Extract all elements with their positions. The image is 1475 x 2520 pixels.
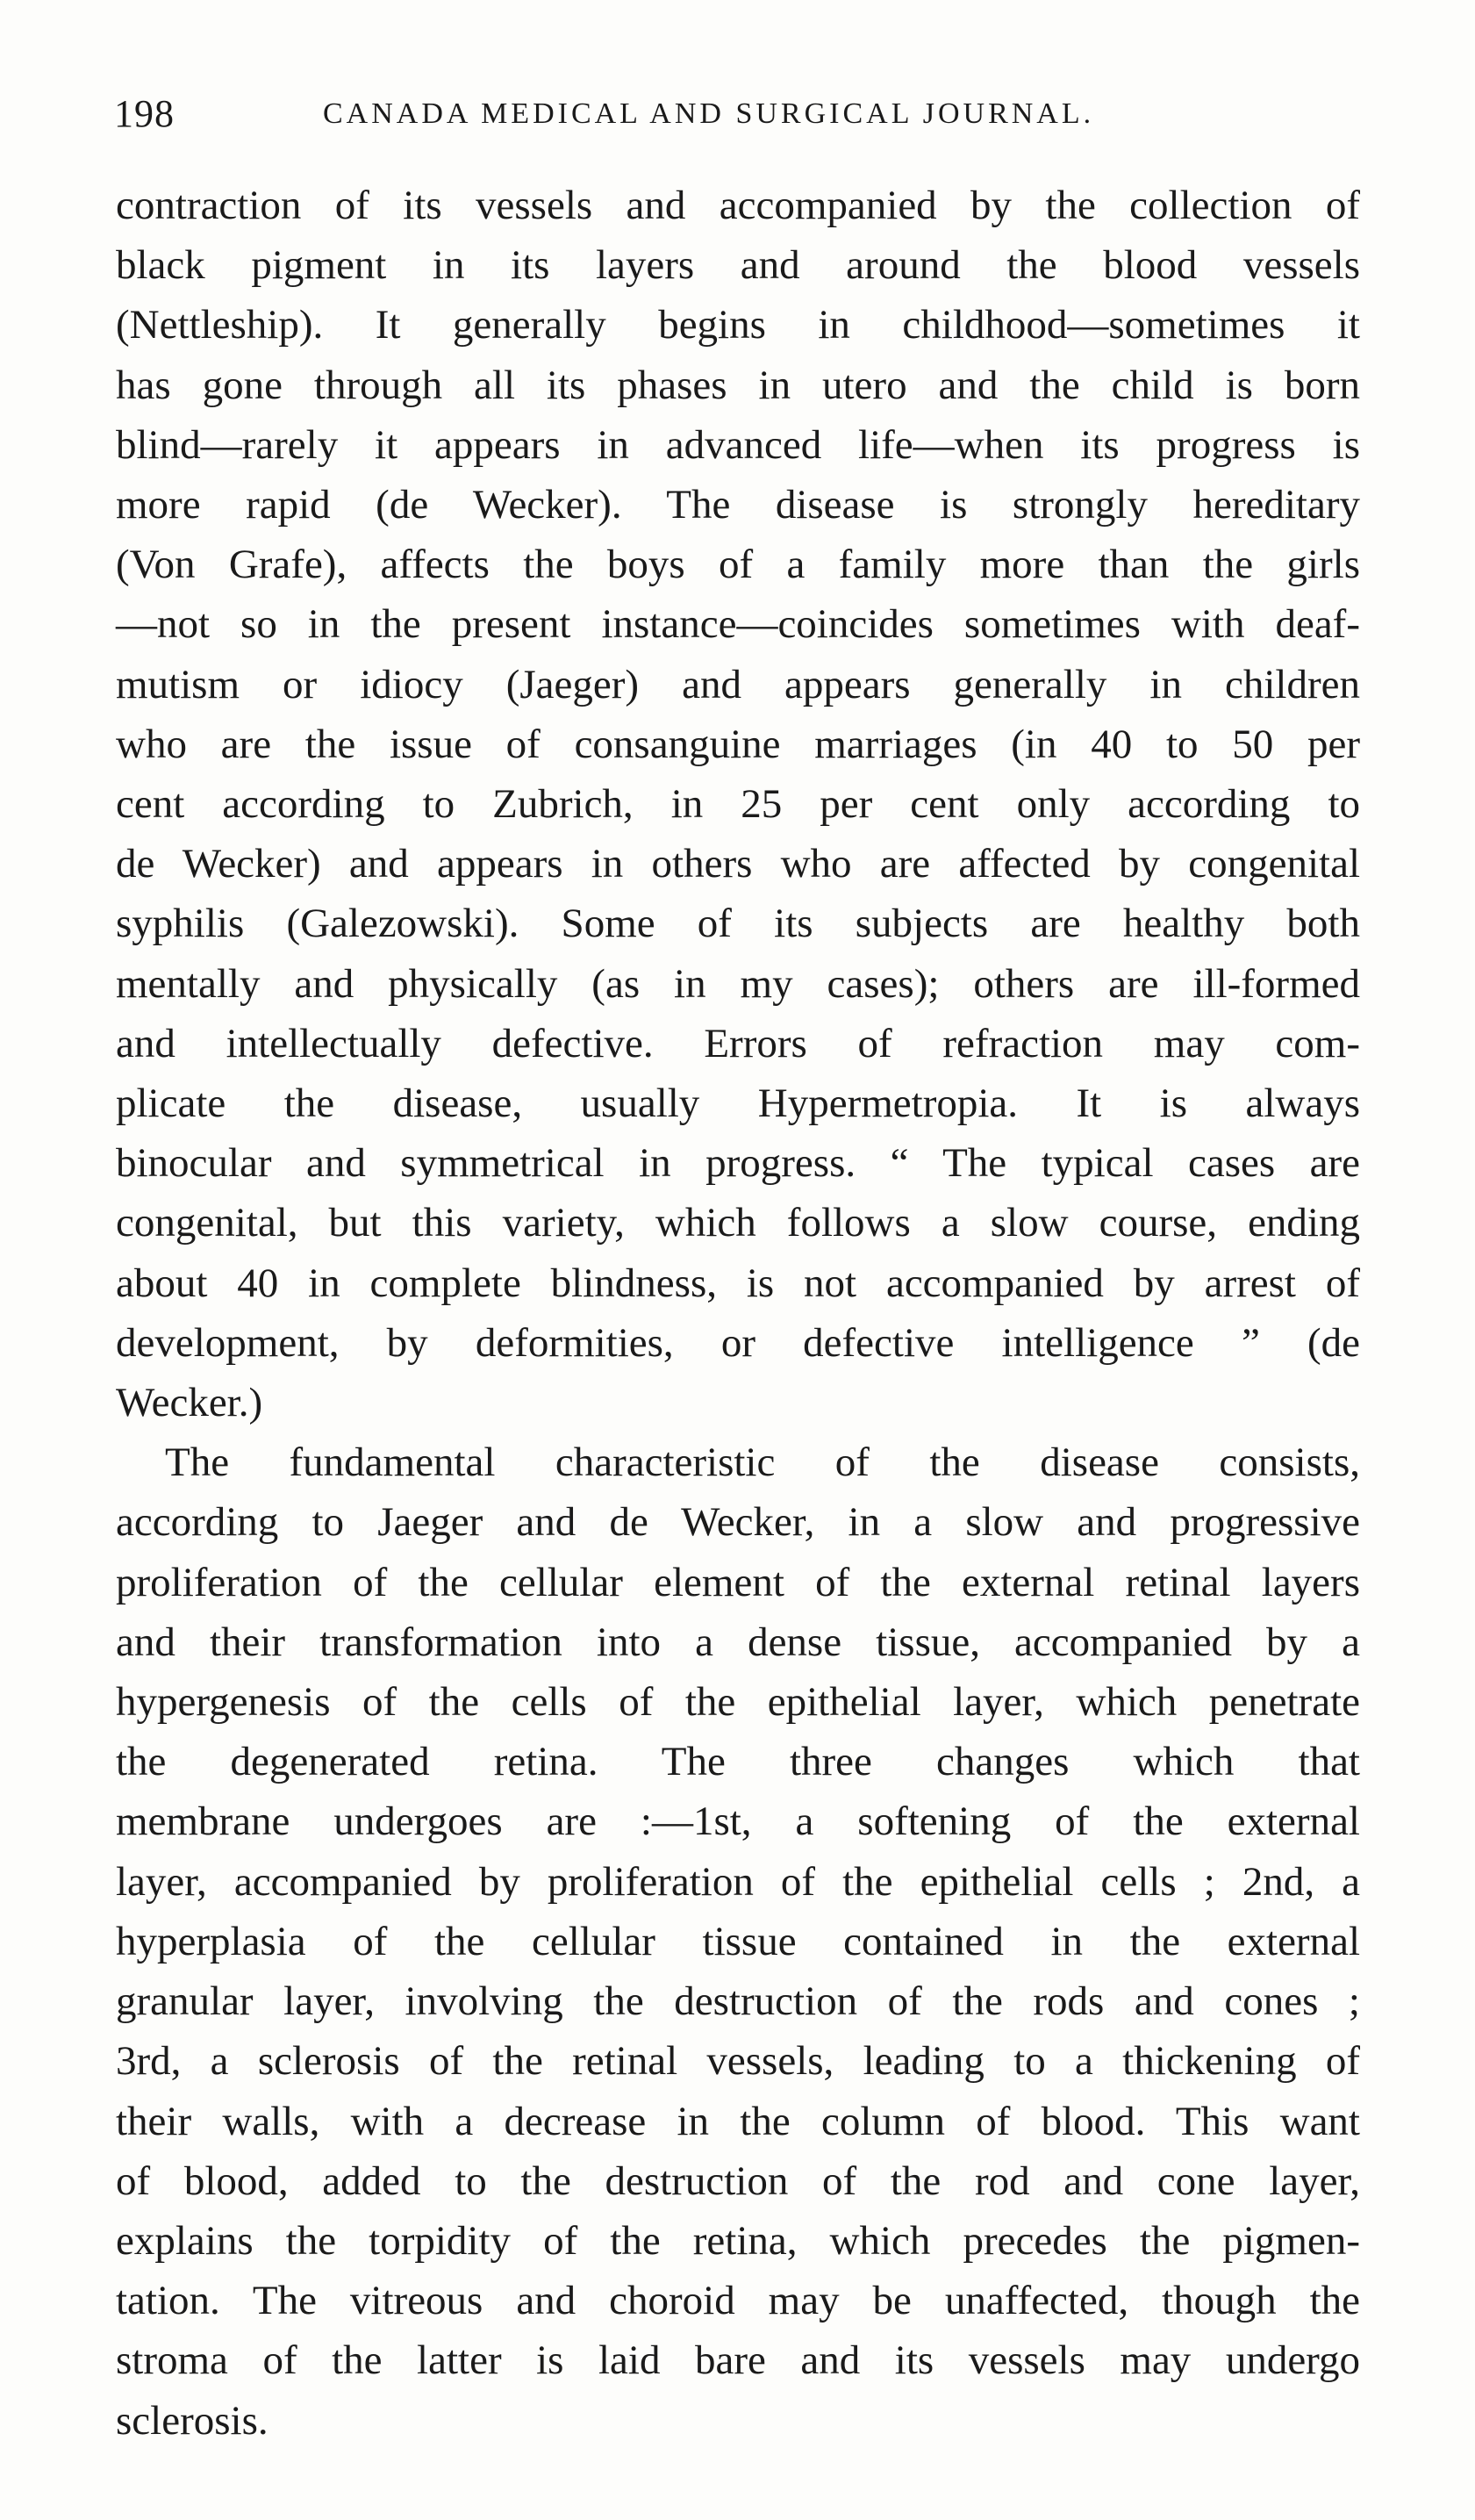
- text-line: development, by deformities, or defective intelligence ” (de: [116, 1319, 1360, 1366]
- text-line: more rapid (de Wecker). The disease is strongly hereditary: [116, 482, 1360, 528]
- journal-title: CANADA MEDICAL AND SURGICAL JOURNAL.: [323, 97, 1095, 130]
- text-line: stroma of the latter is laid bare and its vessels may undergo: [116, 2337, 1360, 2384]
- page-number: 198: [114, 92, 175, 135]
- text-line: binocular and symmetrical in progress. “ The typical cases are: [116, 1140, 1360, 1187]
- text-line: cent according to Zubrich, in 25 per cent only according to: [116, 781, 1360, 828]
- text-line: (Von Grafe), affects the boys of a family more than the girls: [116, 542, 1360, 588]
- text-line: 3rd, a sclerosis of the retinal vessels, leading to a thickening of: [116, 2038, 1360, 2085]
- text-line: mutism or idiocy (Jaeger) and appears generally in children: [116, 661, 1360, 707]
- text-line: The fundamental characteristic of the disease consists,: [165, 1439, 1360, 1486]
- text-line: mentally and physically (as in my cases); others are ill-formed: [116, 960, 1360, 1007]
- text-line: hypergenesis of the cells of the epithelial layer, which penetrate: [116, 1679, 1360, 1726]
- text-line: about 40 in complete blindness, is not accompanied by arrest of: [116, 1260, 1360, 1306]
- text-line: (Nettleship). It generally begins in childhood—sometimes it: [116, 302, 1360, 348]
- text-line: who are the issue of consanguine marriages (in 40 to 50 per: [116, 721, 1360, 767]
- text-line: of blood, added to the destruction of the rod and cone layer,: [116, 2157, 1360, 2204]
- text-line: explains the torpidity of the retina, which precedes the pigmen-: [116, 2217, 1360, 2264]
- text-line: and intellectually defective. Errors of refraction may com-: [116, 1020, 1360, 1066]
- text-line: Wecker.): [116, 1380, 263, 1426]
- text-line: —not so in the present instance—coincides sometimes with deaf-: [116, 601, 1360, 648]
- text-line: according to Jaeger and de Wecker, in a slow and progressive: [116, 1499, 1360, 1546]
- text-line: congenital, but this variety, which follows a slow course, ending: [116, 1200, 1360, 1246]
- text-line: their walls, with a decrease in the column of blood. This want: [116, 2098, 1360, 2144]
- text-line: membrane undergoes are :—1st, a softening of the external: [116, 1798, 1360, 1845]
- text-line: plicate the disease, usually Hypermetropia. It is always: [116, 1081, 1360, 1127]
- text-line: has gone through all its phases in utero and the child is born: [116, 362, 1360, 408]
- body-text: [116, 176, 1360, 2451]
- paragraph-1: [116, 176, 1360, 1432]
- text-line: syphilis (Galezowski). Some of its subjects are healthy both: [116, 901, 1360, 947]
- text-line: tation. The vitreous and choroid may be unaffected, though the: [116, 2278, 1360, 2324]
- text-line: and their transformation into a dense tissue, accompanied by a: [116, 1619, 1360, 1665]
- text-line: the degenerated retina. The three changes which that: [116, 1739, 1360, 1785]
- text-line: contraction of its vessels and accompanied by the collection of: [116, 183, 1360, 228]
- text-line: sclerosis.: [116, 2397, 269, 2444]
- text-line: granular layer, involving the destruction of the rods and cones ;: [116, 1978, 1360, 2025]
- text-line: proliferation of the cellular element of the external retinal layers: [116, 1559, 1360, 1605]
- text-line: de Wecker) and appears in others who are affected by congenital: [116, 841, 1360, 887]
- text-line: blind—rarely it appears in advanced life—when its progress is: [116, 421, 1360, 468]
- text-line: hyperplasia of the cellular tissue contained in the external: [116, 1918, 1360, 1964]
- running-head: [114, 88, 1360, 140]
- text-line: black pigment in its layers and around the blood vessels: [116, 242, 1360, 289]
- paragraph-2: [116, 1432, 1360, 2450]
- text-line: layer, accompanied by proliferation of the epithelial cells ; 2nd, a: [116, 1858, 1360, 1905]
